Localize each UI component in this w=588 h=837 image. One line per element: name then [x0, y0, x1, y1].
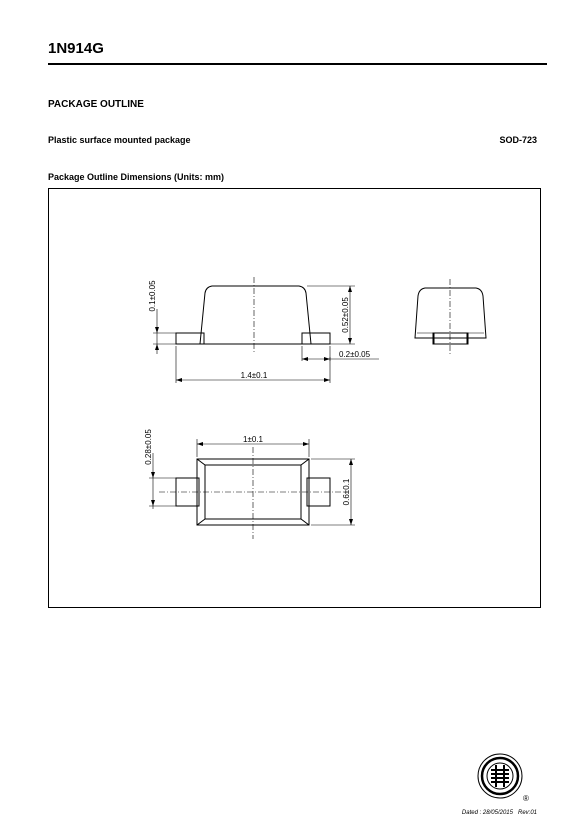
dated-text: Dated : 28/05/2015 [461, 810, 513, 816]
lead-length-label: 0.2±0.05 [339, 350, 371, 359]
revision-text: Rev:01 [517, 810, 537, 816]
top-view [149, 439, 355, 539]
package-code: SOD-723 [499, 135, 537, 145]
side-view-arrows [155, 286, 352, 382]
body-length-label: 1±0.1 [243, 435, 263, 444]
part-number: 1N914G [48, 40, 104, 57]
overall-length-label: 1.4±0.1 [240, 371, 268, 380]
dimensions-title: Package Outline Dimensions (Units: mm) [48, 172, 225, 182]
registered-mark: ® [523, 794, 529, 803]
lead-width-label: 0.28±0.05 [144, 429, 153, 465]
header-rule [48, 63, 547, 65]
section-title: PACKAGE OUTLINE [48, 99, 144, 110]
package-outline-drawing [48, 188, 541, 608]
top-view-arrows [151, 442, 353, 525]
body-width-label: 0.6±0.1 [342, 478, 351, 506]
end-view [415, 279, 486, 354]
lead-thickness-label: 0.1±0.05 [148, 280, 157, 312]
footer-date-revision [462, 810, 537, 816]
company-seal-logo [476, 752, 524, 805]
body-height-label: 0.52±0.05 [341, 297, 350, 333]
package-description: Plastic surface mounted package [48, 135, 191, 145]
